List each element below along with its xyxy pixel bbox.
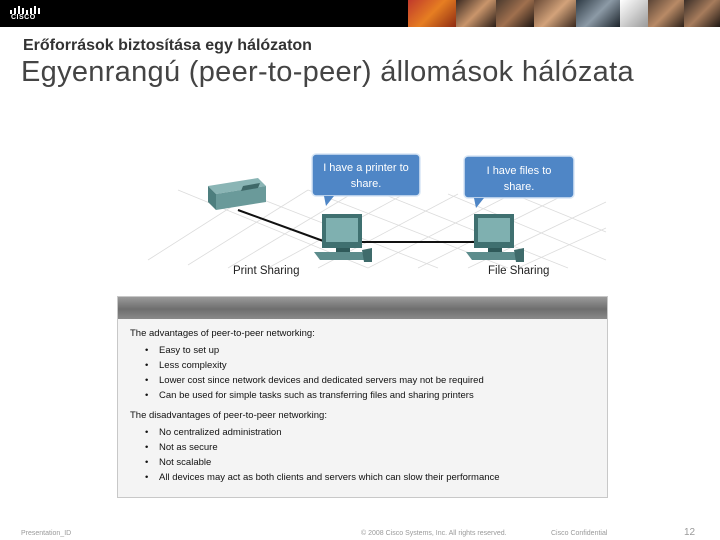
callout-printer-line2: share. (350, 178, 382, 190)
printer-icon (208, 178, 266, 210)
photo-tile (534, 0, 576, 27)
callout-files-line1: I have files to (486, 165, 552, 177)
callout-printer-line1: I have a printer to (323, 162, 409, 174)
list-item: • No centralized administration (130, 425, 600, 440)
cisco-logo-text: CISCO (11, 14, 36, 21)
disadvantages-list (130, 425, 600, 485)
label-print-sharing: Print Sharing (233, 265, 300, 277)
advantages-heading: The advantages of peer-to-peer networking: (130, 328, 315, 339)
list-item: • Can be used for simple tasks such as transferring files and sharing printers (130, 388, 600, 403)
list-item: • Easy to set up (130, 343, 600, 358)
footer-confidential: Cisco Confidential (551, 530, 608, 537)
disadvantages-heading: The disadvantages of peer-to-peer networking: (130, 410, 327, 421)
cisco-logo (9, 5, 43, 23)
callout-printer (312, 154, 420, 206)
panel-body (130, 327, 600, 491)
cisco-bridge-icon (9, 5, 43, 14)
advantages-list (130, 343, 600, 403)
computer-icon (466, 214, 524, 262)
photo-tile (684, 0, 720, 27)
link-printer-to-pc (238, 210, 326, 242)
computer-icon (314, 214, 372, 262)
list-item: • Lower cost since network devices and dedicated servers may not be required (130, 373, 600, 388)
photo-tile (408, 0, 456, 27)
info-panel (117, 296, 608, 498)
photo-tile (456, 0, 496, 27)
footer-presentation-id: Presentation_ID (21, 530, 72, 537)
list-item: • All devices may act as both clients and servers which can slow their performance (130, 470, 600, 485)
people-photo-strip (408, 0, 720, 27)
list-item: • Not scalable (130, 455, 600, 470)
photo-tile (620, 0, 648, 27)
photo-tile (496, 0, 534, 27)
photo-tile (576, 0, 620, 27)
peer-to-peer-diagram (118, 150, 608, 290)
photo-tile (648, 0, 684, 27)
label-file-sharing: File Sharing (488, 265, 550, 277)
slide-title: Egyenrangú (peer-to-peer) állomások hálózata (21, 56, 634, 88)
panel-header-bar (118, 297, 607, 319)
callout-files (464, 156, 574, 208)
list-item: • Not as secure (130, 440, 600, 455)
footer-copyright: © 2008 Cisco Systems, Inc. All rights reserved. (361, 530, 507, 537)
header-bar (0, 0, 720, 27)
page-number: 12 (684, 527, 696, 538)
callout-files-line2: share. (503, 181, 535, 193)
list-item: • Less complexity (130, 358, 600, 373)
slide-subtitle: Erőforrások biztosítása egy hálózaton (23, 37, 312, 54)
